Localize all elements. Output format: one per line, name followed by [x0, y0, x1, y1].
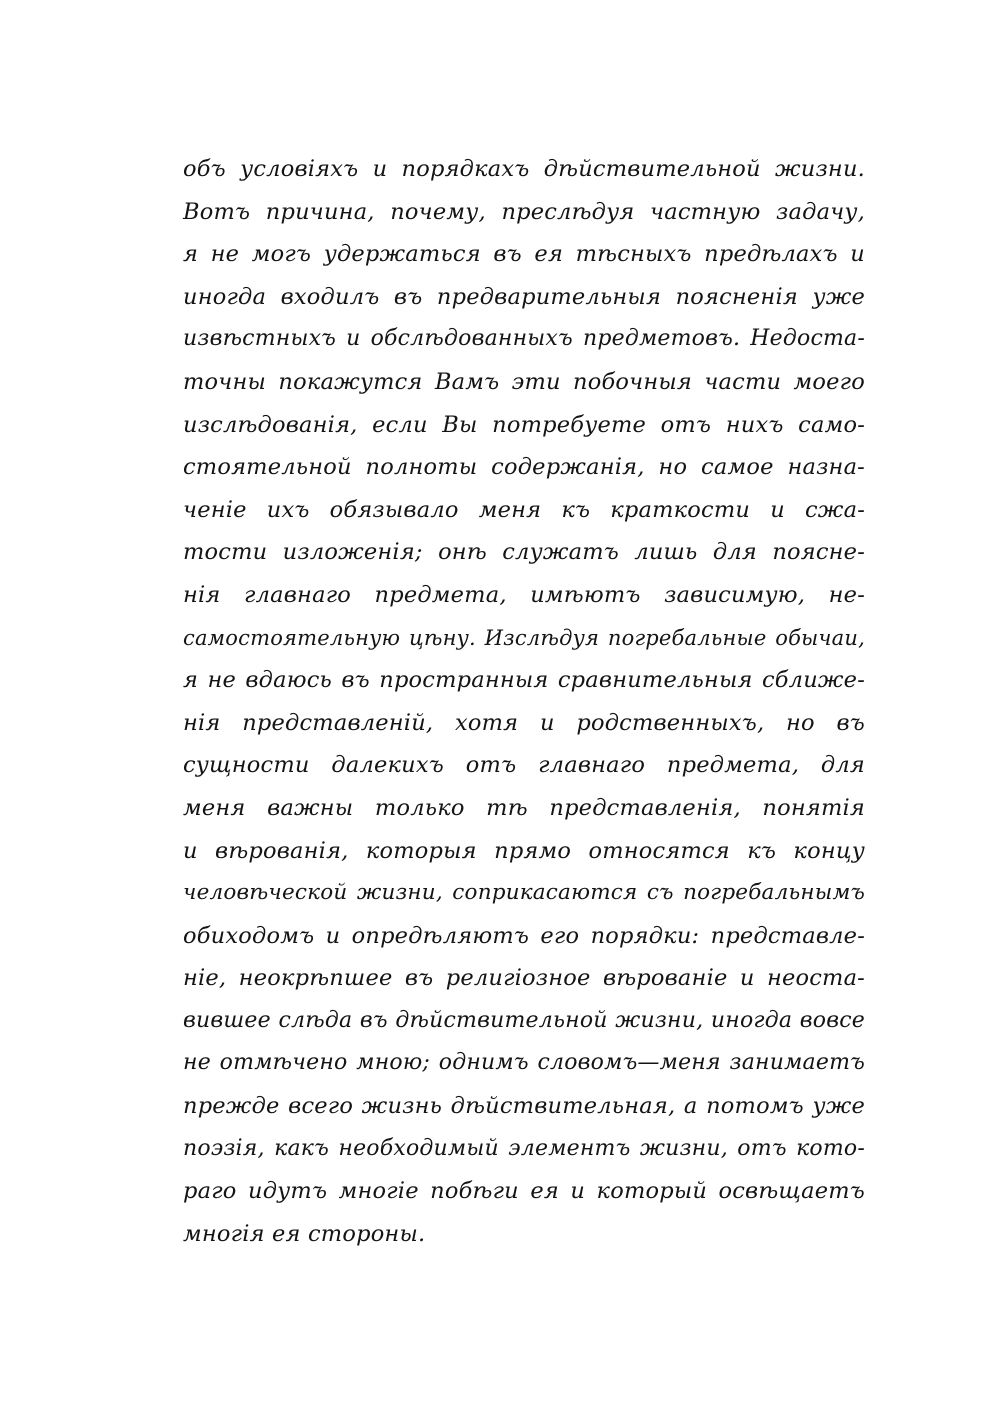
text-line-20: ніе, неокрѣпшее въ религіозное вѣрованіе и неоста-: [183, 965, 865, 992]
text-line-21: вившее слѣда въ дѣйствительной жизни, иногда вовсе: [183, 1007, 865, 1033]
text-line-4: иногда входилъ въ предварительныя поясненія уже: [183, 283, 865, 310]
text-line-26: многія ея стороны.: [183, 1220, 426, 1247]
text-line-13: я не вдаюсь въ пространныя сравнительныя сближе-: [183, 667, 865, 694]
text-line-11: нія главнаго предмета, имѣютъ зависимую, не-: [183, 581, 865, 608]
text-line-5: извѣстныхъ и обслѣдованныхъ предметовъ. Недоста-: [183, 326, 865, 352]
text-line-9: ченіе ихъ обязывало меня къ краткости и сжа-: [183, 496, 865, 523]
text-line-2: Вотъ причина, почему, преслѣдуя частную задачу,: [183, 198, 865, 225]
text-line-16: меня важны только тѣ представленія, понятія: [183, 794, 865, 821]
text-line-17: и вѣрованія, которыя прямо относятся къ концу: [183, 837, 865, 864]
text-line-3: я не могъ удержаться въ ея тѣсныхъ предѣлахъ и: [183, 241, 865, 268]
text-line-7: изслѣдованія, если Вы потребуете отъ нихъ само-: [183, 411, 865, 438]
text-line-12: самостоятельную цѣну. Изслѣдуя погребальные обычаи,: [183, 625, 865, 650]
text-line-6: точны покажутся Вамъ эти побочныя части моего: [183, 368, 865, 395]
text-line-1: объ условіяхъ и порядкахъ дѣйствительной жизни.: [183, 156, 865, 182]
text-line-22: не отмѣчено мною; однимъ словомъ—меня занимаетъ: [183, 1050, 865, 1076]
text-line-19: обиходомъ и опредѣляютъ его порядки: представле-: [183, 922, 865, 949]
text-line-25: раго идутъ многіе побѣги ея и который освѣщаетъ: [183, 1178, 865, 1205]
text-line-8: стоятельной полноты содержанія, но самое назна-: [183, 454, 865, 481]
text-line-15: сущности далекихъ отъ главнаго предмета, для: [183, 752, 865, 779]
body-paragraph: [183, 148, 865, 1255]
text-line-10: тости изложенія; онѣ служатъ лишь для поясне-: [183, 539, 865, 566]
text-line-23: прежде всего жизнь дѣйствительная, а потомъ уже: [183, 1093, 865, 1120]
text-line-18: человѣческой жизни, соприкасаются съ погребальнымъ: [183, 880, 865, 906]
text-line-24: поэзія, какъ необходимый элементъ жизни, отъ кото-: [183, 1135, 865, 1161]
text-line-14: нія представленій, хотя и родственныхъ, но въ: [183, 709, 865, 736]
